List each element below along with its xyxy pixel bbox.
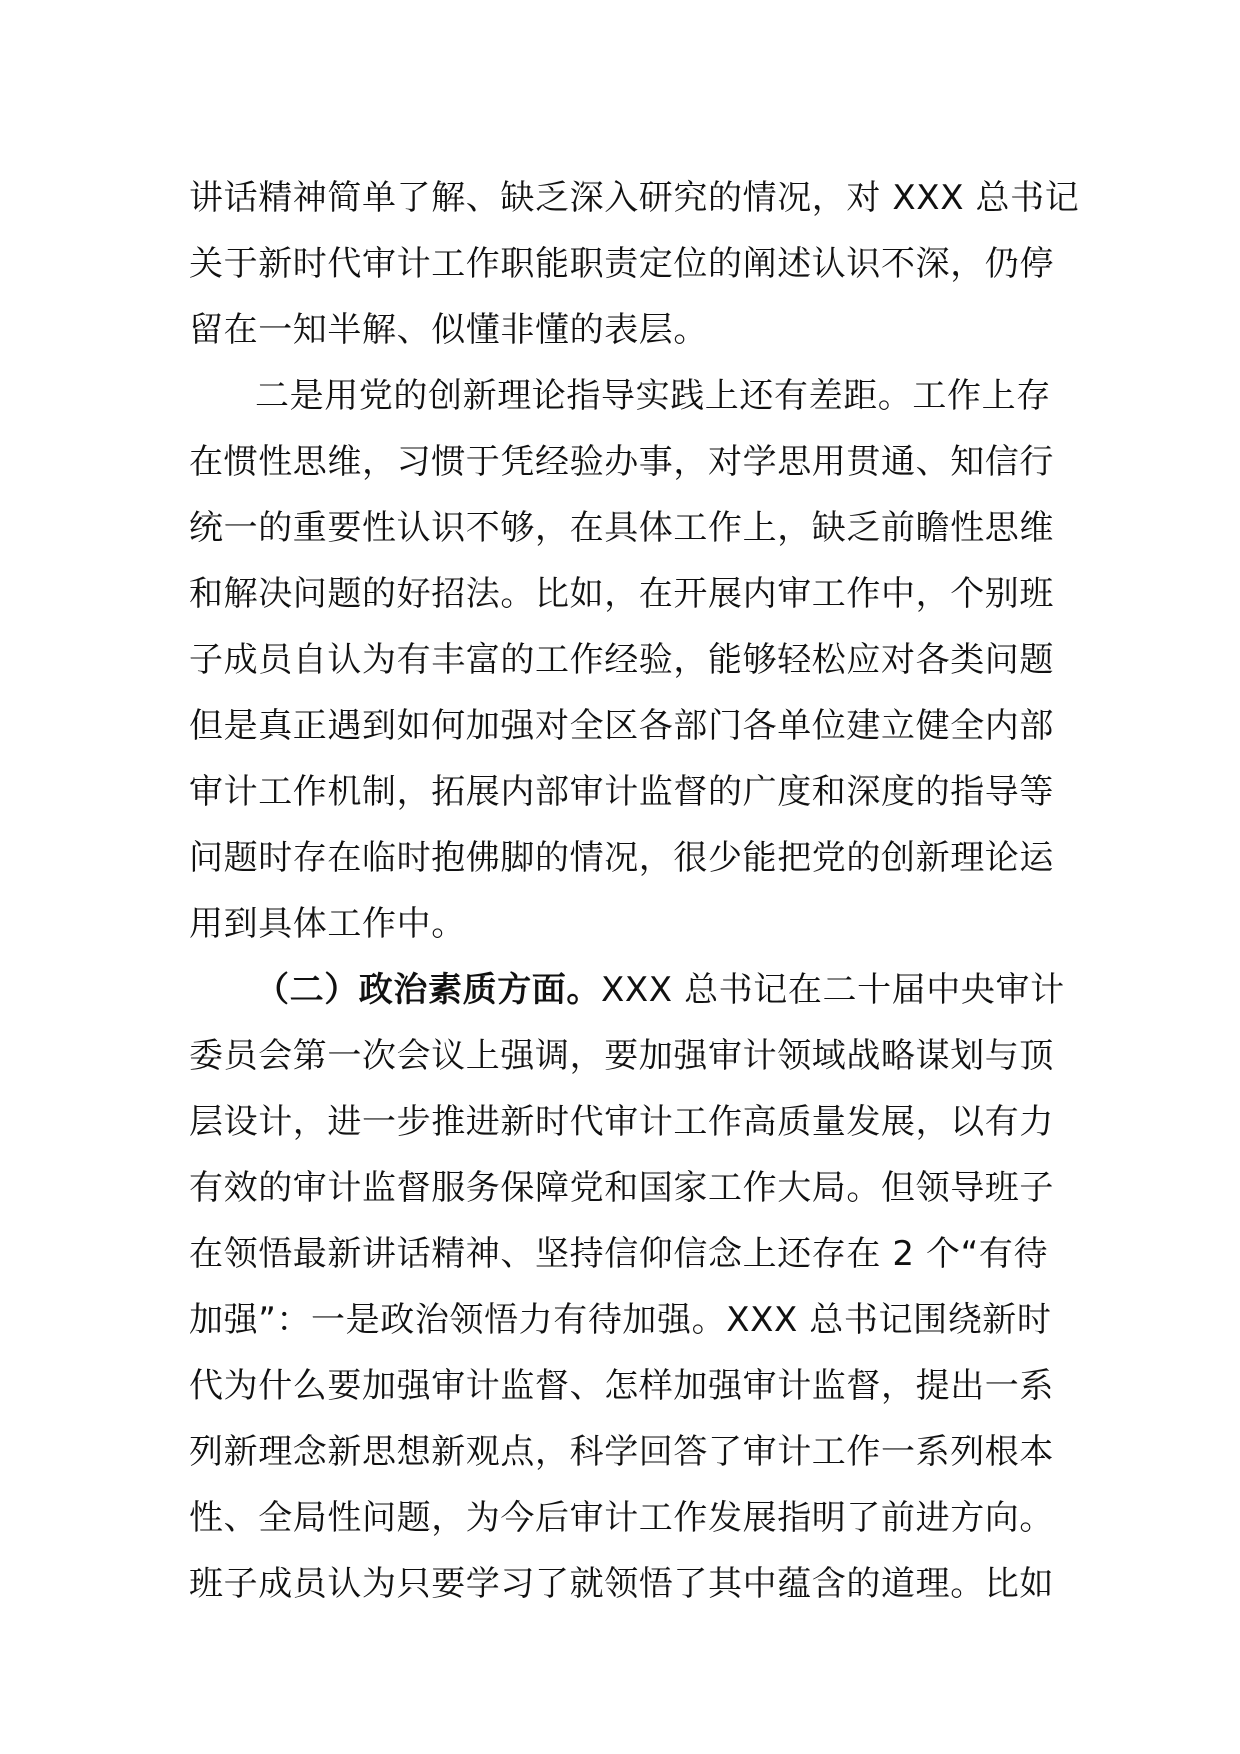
text-line: 班子成员认为只要学习了就领悟了其中蕴含的道理。比如 [189, 1564, 1054, 1604]
text-line: 审计工作机制，拓展内部审计监督的广度和深度的指导等 [189, 772, 1054, 812]
text-line: 加强”：一是政治领悟力有待加强。XXX 总书记围绕新时 [189, 1300, 1052, 1340]
text-line: 统一的重要性认识不够，在具体工作上，缺乏前瞻性思维 [189, 508, 1054, 548]
text-line: XXX 总书记在二十届中央审计 [601, 970, 1065, 1010]
text-line: 留在一知半解、似懂非懂的表层。 [189, 310, 708, 350]
text-line: 代为什么要加强审计监督、怎样加强审计监督，提出一系 [189, 1366, 1054, 1406]
text-line: 关于新时代审计工作职能职责定位的阐述认识不深，仍停 [189, 244, 1054, 284]
text-line: 二是用党的创新理论指导实践上还有差距。工作上存 [255, 376, 1051, 416]
text-line: 性、全局性问题，为今后审计工作发展指明了前进方向。 [189, 1498, 1054, 1538]
text-line: 在领悟最新讲话精神、坚持信仰信念上还存在 2 个“有待 [189, 1234, 1049, 1274]
text-line: 委员会第一次会议上强调，要加强审计领域战略谋划与顶 [189, 1036, 1054, 1076]
text-line: 但是真正遇到如何加强对全区各部门各单位建立健全内部 [189, 706, 1054, 746]
document-body [189, 165, 1080, 1617]
section-heading-line [189, 957, 1065, 1023]
section-heading: （二）政治素质方面。 [255, 970, 601, 1010]
text-line: 讲话精神简单了解、缺乏深入研究的情况，对 XXX 总书记 [189, 178, 1080, 218]
text-line: 有效的审计监督服务保障党和国家工作大局。但领导班子 [189, 1168, 1054, 1208]
text-line: 子成员自认为有丰富的工作经验，能够轻松应对各类问题 [189, 640, 1054, 680]
text-line: 问题时存在临时抱佛脚的情况，很少能把党的创新理论运 [189, 838, 1054, 878]
text-line: 在惯性思维，习惯于凭经验办事，对学思用贯通、知信行 [189, 442, 1054, 482]
text-line: 层设计，进一步推进新时代审计工作高质量发展，以有力 [189, 1102, 1054, 1142]
text-line: 用到具体工作中。 [189, 904, 466, 944]
text-line: 和解决问题的好招法。比如，在开展内审工作中，个别班 [189, 574, 1054, 614]
text-line: 列新理念新思想新观点，科学回答了审计工作一系列根本 [189, 1432, 1054, 1472]
